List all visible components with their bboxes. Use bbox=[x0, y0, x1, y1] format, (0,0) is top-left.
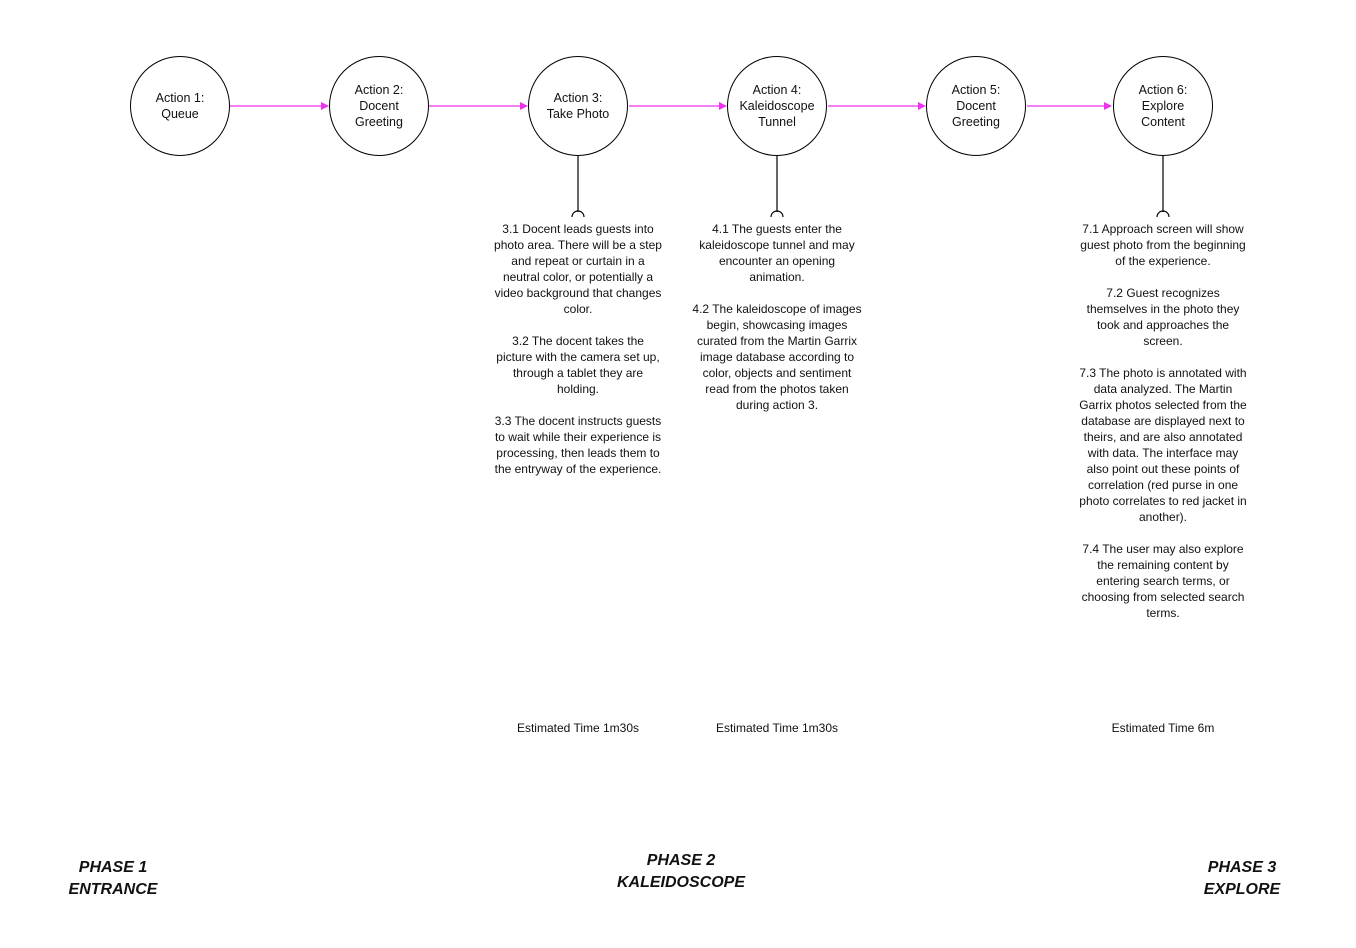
action-6-estimated-time: Estimated Time 6m bbox=[1111, 721, 1215, 735]
phase-2-label bbox=[581, 850, 781, 894]
detail-7-2: 7.2 Guest recognizes themselves in the photo they took and approaches the screen. bbox=[1086, 286, 1240, 348]
action-4-estimated-time: Estimated Time 1m30s bbox=[715, 721, 839, 735]
action-3-estimated-time: Estimated Time 1m30s bbox=[516, 721, 640, 735]
detail-7-4: 7.4 The user may also explore the remaining content by entering search terms, or choosing from selected search terms. bbox=[1081, 542, 1245, 620]
action-1-label: Action 1: Queue bbox=[155, 91, 205, 121]
phase-2-number: PHASE 2 bbox=[646, 852, 716, 869]
phase-3-number: PHASE 3 bbox=[1207, 859, 1277, 876]
action-5-label: Action 5: Docent Greeting bbox=[951, 83, 1001, 129]
detail-3-3: 3.3 The docent instructs guests to wait while their experience is processing, then leads them to the entryway of the experience. bbox=[494, 414, 662, 476]
action-6-node bbox=[1113, 56, 1213, 156]
detail-3-2: 3.2 The docent takes the picture with the camera set up, through a tablet they are holding. bbox=[496, 334, 660, 396]
detail-3-1: 3.1 Docent leads guests into photo area. There will be a step and repeat or curtain in a neutral color, or potentially a video background that changes color. bbox=[494, 222, 662, 316]
action-3-node bbox=[528, 56, 628, 156]
phase-1-label bbox=[13, 857, 213, 901]
action-3-details bbox=[493, 221, 663, 493]
detail-7-3: 7.3 The photo is annotated with data analyzed. The Martin Garrix photos selected from the database are displayed next to theirs, and are also annotated with data. The interface may also point out these points of correlation (red purse in one photo correlates to red jacket in another). bbox=[1079, 366, 1247, 524]
action-4-details bbox=[692, 221, 862, 429]
action-4-node bbox=[727, 56, 827, 156]
action-2-label: Action 2: Docent Greeting bbox=[354, 83, 404, 129]
action-6-details bbox=[1078, 221, 1248, 637]
action-1-node bbox=[130, 56, 230, 156]
detail-4-1: 4.1 The guests enter the kaleidoscope tunnel and may encounter an opening animation. bbox=[699, 222, 855, 284]
action-3-label: Action 3: Take Photo bbox=[546, 91, 610, 121]
detail-7-1: 7.1 Approach screen will show guest photo from the beginning of the experience. bbox=[1080, 222, 1246, 268]
action-2-node bbox=[329, 56, 429, 156]
action-6-label: Action 6: Explore Content bbox=[1138, 83, 1188, 129]
phase-1-name: ENTRANCE bbox=[68, 881, 158, 898]
phase-3-name: EXPLORE bbox=[1203, 881, 1281, 898]
action-4-label: Action 4: Kaleidoscope Tunnel bbox=[739, 83, 815, 129]
detail-4-2: 4.2 The kaleidoscope of images begin, showcasing images curated from the Martin Garrix image database according to color, objects and sentiment read from the photos taken during action 3. bbox=[692, 302, 862, 412]
phase-2-name: KALEIDOSCOPE bbox=[616, 874, 745, 891]
action-5-node bbox=[926, 56, 1026, 156]
phase-3-label bbox=[1142, 857, 1342, 901]
phase-1-number: PHASE 1 bbox=[78, 859, 148, 876]
